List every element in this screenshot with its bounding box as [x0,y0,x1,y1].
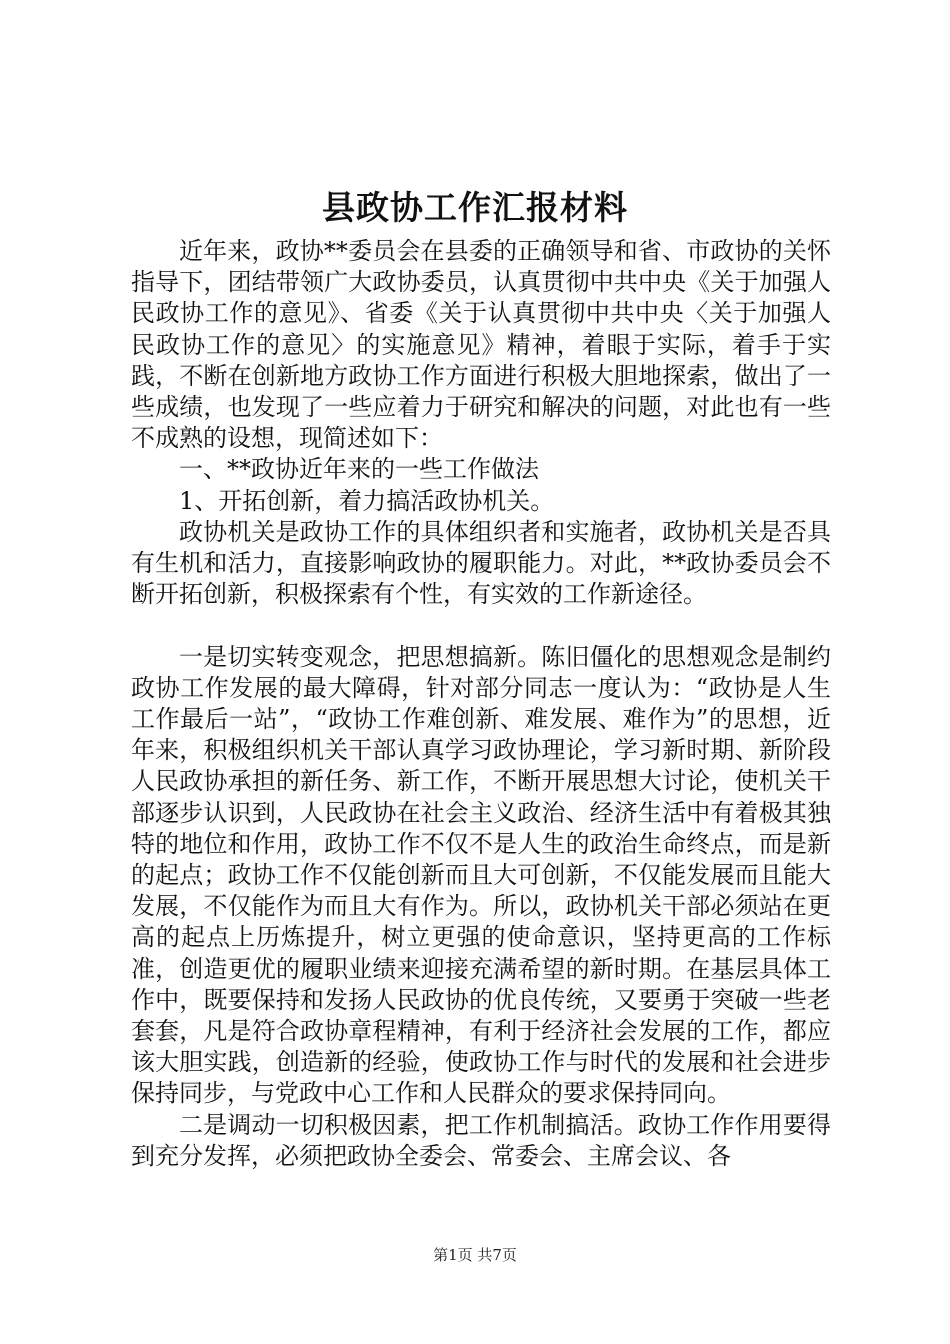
paragraph-organs: 政协机关是政协工作的具体组织者和实施者，政协机关是否具有生机和活力，直接影响政协的履职能力。对此，**政协委员会不断开拓创新，积极探索有个性，有实效的工作新途径。 [131,517,831,609]
paragraph-intro: 近年来，政协**委员会在县委的正确领导和省、市政协的关怀指导下，团结带领广大政协委员，认真贯彻中共中央《关于加强人民政协工作的意见》、省委《关于认真贯彻中共中央〈关于加强人民政协工作的意见〉的实施意见》精神，着眼于实际，着手于实践，不断在创新地方政协工作方面进行积极大胆地探索，做出了一些成绩，也发现了一些应着力于研究和解决的问题，对此也有一些不成熟的设想，现简述如下： [131,237,831,453]
document-body [131,236,831,1172]
paragraph-spacer [131,610,831,641]
section-heading-1: 一、**政协近年来的一些工作做法 [179,455,539,484]
paragraph-point-one: 一是切实转变观念，把思想搞新。陈旧僵化的思想观念是制约政协工作发展的最大障碍，针对部分同志一度认为：“政协是人生工作最后一站”，“政协工作难创新、难发展、难作为”的思想，近年来，积极组织机关干部认真学习政协理论，学习新时期、新阶段人民政协承担的新任务、新工作，不断开展思想大讨论，使机关干部逐步认识到，人民政协在社会主义政治、经济生活中有着极其独特的地位和作用，政协工作不仅不是人生的政治生命终点，而是新的起点；政协工作不仅能创新而且大可创新，不仅能发展而且能大发展，不仅能作为而且大有作为。所以，政协机关干部必须站在更高的起点上历炼提升，树立更强的使命意识，坚持更高的工作标准，创造更优的履职业绩来迎接充满希望的新时期。在基层具体工作中，既要保持和发扬人民政协的优良传统，又要勇于突破一些老套套，凡是符合政协章程精神，有利于经济社会发展的工作，都应该大胆实践，创造新的经验，使政协工作与时代的发展和社会进步保持同步，与党政中心工作和人民群众的要求保持同向。 [131,642,831,1108]
document-title: 县政协工作汇报材料 [322,188,628,227]
page-footer: 第1页 共7页 [433,1246,517,1264]
paragraph-point-two: 二是调动一切积极因素，把工作机制搞活。政协工作作用要得到充分发挥，必须把政协全委会、常委会、主席会议、各 [131,1110,831,1170]
subsection-heading-1: 1、开拓创新，着力搞活政协机关。 [179,486,555,515]
